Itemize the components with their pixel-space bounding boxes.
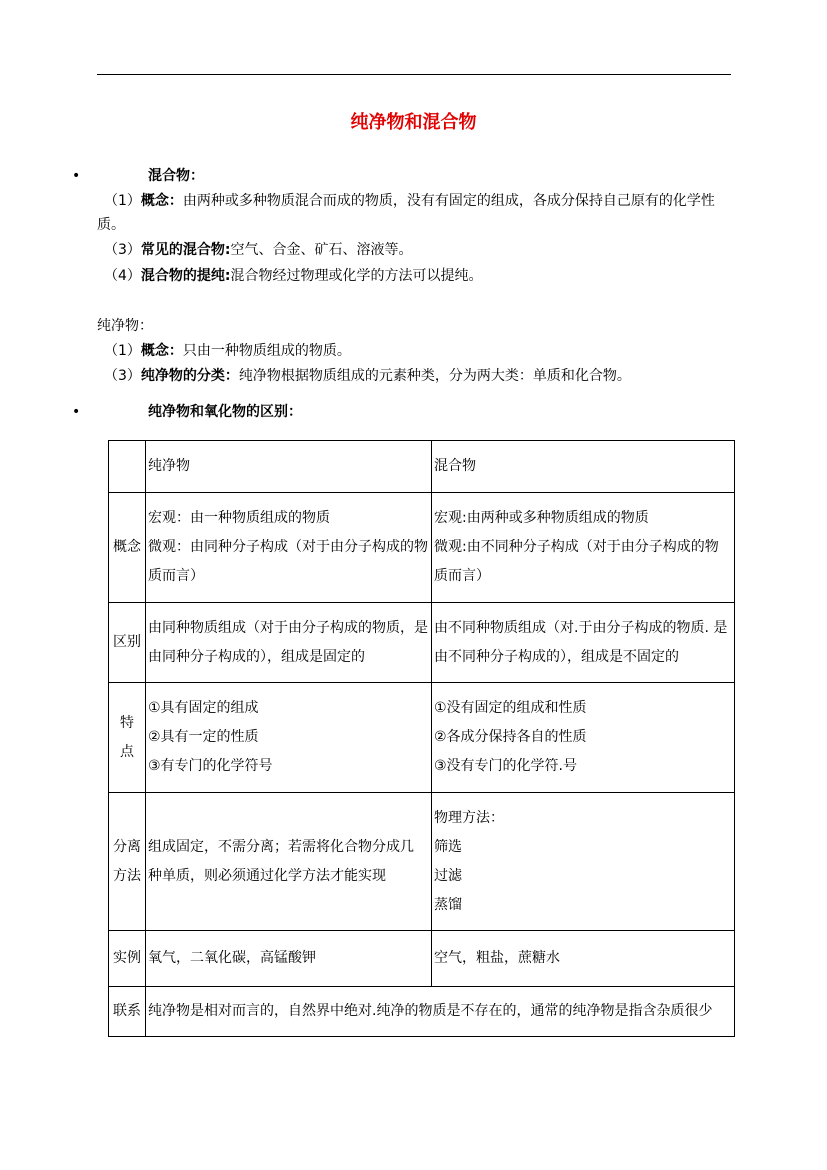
cell-pure-examples: 氧气，二氧化碳，高锰酸钾 [146, 931, 432, 987]
cell-mixture-concept: 宏观:由两种或多种物质组成的物质 微观:由不同种分子构成（对于由分子构成的物 质而言） [432, 493, 735, 603]
cell-pure-concept: 宏观：由一种物质组成的物质 微观：由同种分子构成（对于由分子构成的物 质而言） [146, 493, 432, 603]
row-label-separation: 分离 方法 [109, 793, 146, 931]
header-mixture: 混合物 [432, 441, 735, 493]
row-label-concept: 概念 [109, 493, 146, 603]
table-header-row [109, 441, 735, 493]
table-row [109, 931, 735, 987]
row-label-features: 特 点 [109, 683, 146, 793]
header-pure: 纯净物 [146, 441, 432, 493]
bullet-diff: • [72, 404, 81, 420]
row-label-difference: 区别 [109, 603, 146, 683]
page-title: 纯净物和混合物 [350, 112, 477, 133]
mixture-common: （3）常见的混合物:空气、合金、矿石、溶液等。 [104, 242, 413, 258]
header-blank-cell [109, 441, 146, 493]
mixture-purify: （4）混合物的提纯:混合物经过物理或化学的方法可以提纯。 [104, 268, 483, 284]
comparison-table [108, 440, 735, 1037]
bullet-mixture: • [72, 168, 81, 184]
table-row [109, 493, 735, 603]
row-label-relation: 联系 [109, 987, 146, 1037]
cell-relation: 纯净物是相对而言的，自然界中绝对.纯净的物质是不存在的，通常的纯净物是指含杂质很少 [146, 987, 735, 1037]
cell-mixture-difference: 由不同种物质组成（对.于由分子构成的物质. 是 由不同种分子构成的），组成是不固定的 [432, 603, 735, 683]
mixture-concept: （1）概念：由两种或多种物质混合而成的物质，没有有固定的组成，各成分保持自己原有的化学性 [104, 193, 715, 209]
pure-concept: （1）概念：只由一种物质组成的物质。 [104, 343, 351, 359]
cell-mixture-features: ①没有固定的组成和性质 ②各成分保持各自的性质 ③没有专门的化学符.号 [432, 683, 735, 793]
table-row [109, 603, 735, 683]
cell-pure-features: ①具有固定的组成 ②具有一定的性质 ③有专门的化学符号 [146, 683, 432, 793]
heading-diff: 纯净物和氧化物的区别： [148, 404, 302, 420]
table-row [109, 987, 735, 1037]
cell-mixture-separation: 物理方法： 筛选 过滤 蒸馏 [432, 793, 735, 931]
table-row [109, 793, 735, 931]
heading-mixture: 混合物： [148, 168, 204, 184]
cell-mixture-examples: 空气，粗盐，蔗糖水 [432, 931, 735, 987]
cell-pure-difference: 由同种物质组成（对于由分子构成的物质，是 由同种分子构成的），组成是固定的 [146, 603, 432, 683]
header-rule [97, 74, 731, 75]
row-label-examples: 实例 [109, 931, 146, 987]
table-row [109, 683, 735, 793]
mixture-concept-cont: 质。 [97, 217, 125, 233]
heading-pure: 纯净物： [97, 318, 153, 334]
pure-classify: （3）纯净物的分类：纯净物根据物质组成的元素种类，分为两大类：单质和化合物。 [104, 368, 631, 384]
cell-pure-separation: 组成固定，不需分离；若需将化合物分成几 种单质，则必须通过化学方法才能实现 [146, 793, 432, 931]
